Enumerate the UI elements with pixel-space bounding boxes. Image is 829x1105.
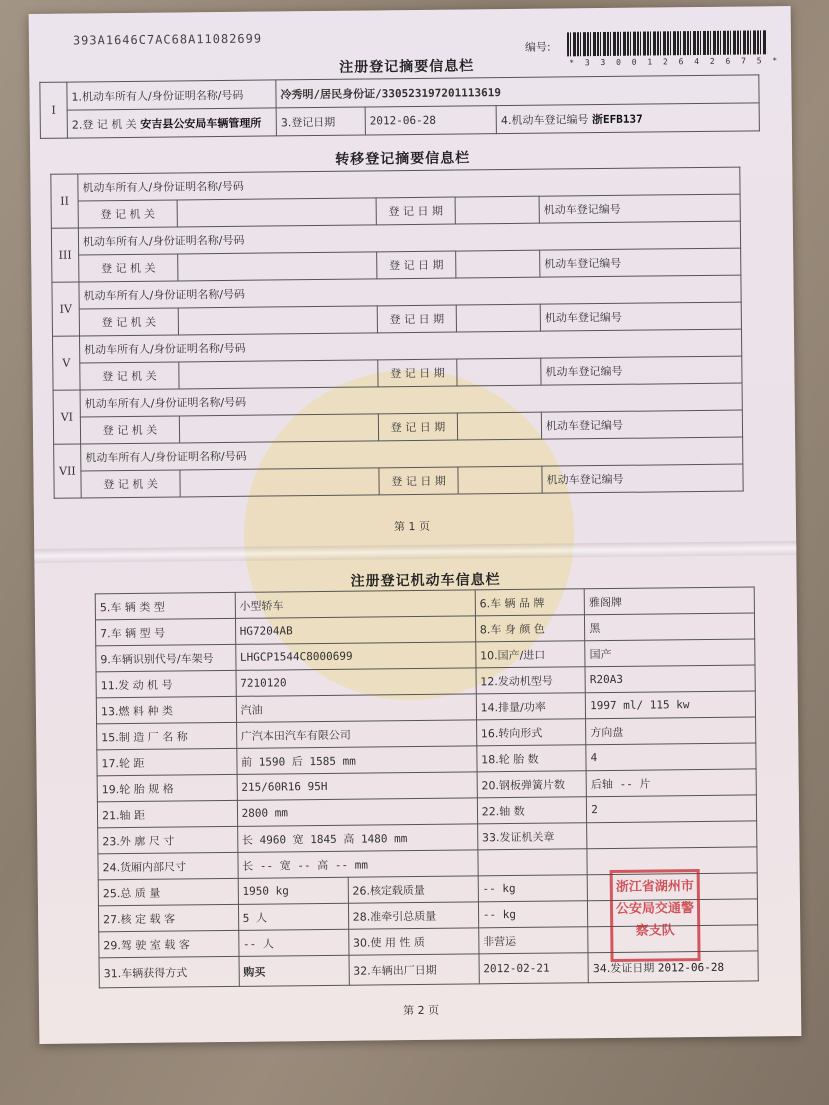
vehicle-field-label: 29.驾 驶 室 载 客 [99,930,239,957]
transfer-office-value [178,252,377,281]
vehicle-field-value-2: 非营运 [478,927,588,954]
office-label: 2.登 记 机 关 安吉县公安局车辆管理所 [67,108,276,138]
owner-label: 1.机动车所有人/身份证明名称/号码 [67,80,276,110]
vehicle-field-label: 19.轮 胎 规 格 [97,774,237,801]
transfer-owner-label: 机动车所有人/身份证明名称/号码 [80,383,742,417]
transfer-roman: VI [53,390,81,444]
vehicle-field-value: -- 人 [238,929,348,956]
vehicle-field-value-2: 后轴 -- 片 [586,769,756,797]
barcode-text: * 3 3 0 0 1 2 6 4 2 6 7 5 * [569,56,781,68]
regno-cell: 4.机动车登记编号 浙EFB137 [496,103,759,134]
vehicle-field-label-2: 16.转向形式 [476,719,586,746]
transfer-office-label: 登 记 机 关 [80,416,179,444]
vehicle-field-label-2: 12.发动机型号 [476,667,586,694]
vehicle-field-label-2: 30.使 用 性 质 [348,928,478,955]
vehicle-field-value: 215/60R16 95H [237,772,477,801]
roman-1: I [40,82,68,138]
transfer-title: 转移登记摘要信息栏 [335,150,471,168]
manufacture-date-value: 2012-02-21 [479,953,589,984]
vehicle-field-label-2: 14.排量/功率 [476,693,586,720]
vehicle-field-value: 广汽本田汽车有限公司 [236,720,476,749]
vehicle-field-value-2: -- kg [478,901,588,928]
vehicle-title: 注册登记机动车信息栏 [350,572,501,590]
vehicle-field-value-2: R20A3 [585,665,755,693]
transfer-regno-label: 机动车登记编号 [540,302,741,331]
transfer-date-label: 登 记 日 期 [376,197,455,225]
vehicle-field-label-2: 28.准牵引总质量 [348,902,478,929]
vehicle-field-value-2: 雅阁牌 [584,587,754,615]
vehicle-field-label: 13.燃 料 种 类 [96,696,236,723]
office-value: 安吉县公安局车辆管理所 [140,116,262,131]
transfer-date-value [456,250,540,278]
transfer-date-label: 登 记 日 期 [377,251,456,279]
vehicle-field-value-2 [587,821,757,849]
transfer-owner-label: 机动车所有人/身份证明名称/号码 [81,437,743,471]
vehicle-field-label: 17.轮 距 [97,748,237,775]
transfer-roman: V [53,336,81,390]
vehicle-field-value-2: 2 [587,795,757,823]
transfer-date-label: 登 记 日 期 [378,359,457,387]
vehicle-field-label-2: 22.轴 数 [477,797,587,824]
transfer-roman: III [51,228,79,282]
page-number-1: 第 1 页 [393,519,431,534]
issuing-authority-stamp: 浙江省湖州市公安局交通警察支队 [610,869,701,962]
vehicle-field-value: 汽油 [236,694,476,723]
transfer-regno-label: 机动车登记编号 [541,356,742,385]
transfer-regno-label: 机动车登记编号 [542,464,743,493]
vehicle-field-label-2 [478,849,588,876]
transfer-regno-label: 机动车登记编号 [540,248,741,277]
vehicle-field-label: 15.制 造 厂 名 称 [97,722,237,749]
issue-date-value: 2012-06-28 [657,960,725,974]
vehicle-field-value: 小型轿车 [235,590,475,619]
transfer-office-label: 登 记 机 关 [79,308,178,336]
vehicle-field-value-2: 4 [586,743,756,771]
transfer-office-label: 登 记 机 关 [79,254,178,282]
vehicle-field-label-2: 33.发证机关章 [477,823,587,850]
vehicle-field-value: LHGCP1544C8000699 [235,642,475,671]
vehicle-field-value-2: 1997 ml/ 115 kw [585,691,755,719]
transfer-regno-label: 机动车登记编号 [541,410,742,439]
registration-certificate [29,6,802,1044]
vehicle-field-label-2: 18.轮 胎 数 [477,745,587,772]
vehicle-field-value: 7210120 [236,668,476,697]
vehicle-field-value-2: 黑 [585,613,755,641]
issue-date-cell: 34.发证日期 2012-06-28 [588,951,758,983]
transfer-roman: II [51,174,79,228]
vehicle-field-label: 5.车 辆 类 型 [95,592,235,619]
transfer-owner-label: 机动车所有人/身份证明名称/号码 [78,221,740,255]
acquisition-label: 31.车辆获得方式 [99,956,239,987]
page-number-2: 第 2 页 [403,1003,440,1018]
transfer-date-label: 登 记 日 期 [378,413,457,441]
transfer-owner-label: 机动车所有人/身份证明名称/号码 [78,167,740,201]
vehicle-field-value-2: -- kg [478,875,588,902]
vehicle-field-label: 7.车 辆 型 号 [95,618,235,645]
vehicle-field-value: 2800 mm [237,798,477,827]
transfer-date-label: 登 记 日 期 [377,305,456,333]
transfer-table [50,167,743,499]
owner-value: 冷秀明/居民身份证/330523197201113619 [276,75,759,108]
regno-value: 浙EFB137 [591,112,643,126]
vehicle-field-label: 21.轴 距 [97,800,237,827]
barcode [567,30,767,56]
vehicle-field-label: 27.核 定 载 客 [98,904,238,931]
transfer-office-value [180,468,379,497]
transfer-owner-label: 机动车所有人/身份证明名称/号码 [80,329,742,363]
vehicle-field-value: HG7204AB [235,616,475,645]
transfer-date-value [458,466,542,494]
transfer-date-value [457,412,541,440]
transfer-date-value [456,304,540,332]
transfer-owner-label: 机动车所有人/身份证明名称/号码 [79,275,741,309]
date-label: 3.登记日期 [276,107,365,136]
vehicle-field-label: 24.货厢内部尺寸 [98,852,238,879]
vehicle-field-label: 11.发 动 机 号 [96,670,236,697]
vehicle-field-label: 23.外 廓 尺 寸 [98,826,238,853]
transfer-office-value [179,414,378,443]
vehicle-field-label-2: 8.车 身 颜 色 [475,615,585,642]
vehicle-field-value: 1950 kg [238,877,348,904]
vehicle-field-value: 长 -- 宽 -- 高 -- mm [238,850,478,879]
summary-title: 注册登记摘要信息栏 [339,58,475,76]
summary-table [39,74,760,139]
transfer-date-label: 登 记 日 期 [379,467,458,495]
manufacture-date-label: 32.车辆出厂日期 [349,954,479,985]
vehicle-field-value: 长 4960 宽 1845 高 1480 mm [237,824,477,853]
vehicle-field-value: 5 人 [238,903,348,930]
transfer-roman: VII [54,444,82,498]
transfer-roman: IV [52,282,80,336]
vehicle-field-label: 9.车辆识别代号/车架号 [96,644,236,671]
transfer-office-label: 登 记 机 关 [81,470,180,498]
transfer-office-label: 登 记 机 关 [80,362,179,390]
vehicle-field-label-2: 10.国产/进口 [475,641,585,668]
transfer-regno-label: 机动车登记编号 [539,194,740,223]
transfer-date-value [457,358,541,386]
vehicle-field-label-2: 6.车 辆 品 牌 [475,589,585,616]
date-value: 2012-06-28 [365,106,496,135]
serial-code: 393A1646C7AC68A11082699 [72,31,263,48]
vehicle-field-value-2: 方向盘 [586,717,756,745]
vehicle-field-value: 前 1590 后 1585 mm [236,746,476,775]
vehicle-field-value-2: 国产 [585,639,755,667]
vehicle-field-label: 25.总 质 量 [98,878,238,905]
transfer-office-value [177,198,376,227]
transfer-office-value [179,360,378,389]
transfer-date-value [455,196,539,224]
acquisition-value: 购买 [239,955,349,986]
vehicle-field-label-2: 26.核定载质量 [348,876,478,903]
transfer-office-label: 登 记 机 关 [78,200,177,228]
transfer-office-value [178,306,377,335]
vehicle-field-label-2: 20.钢板弹簧片数 [477,771,587,798]
number-label: 编号: [524,40,551,54]
